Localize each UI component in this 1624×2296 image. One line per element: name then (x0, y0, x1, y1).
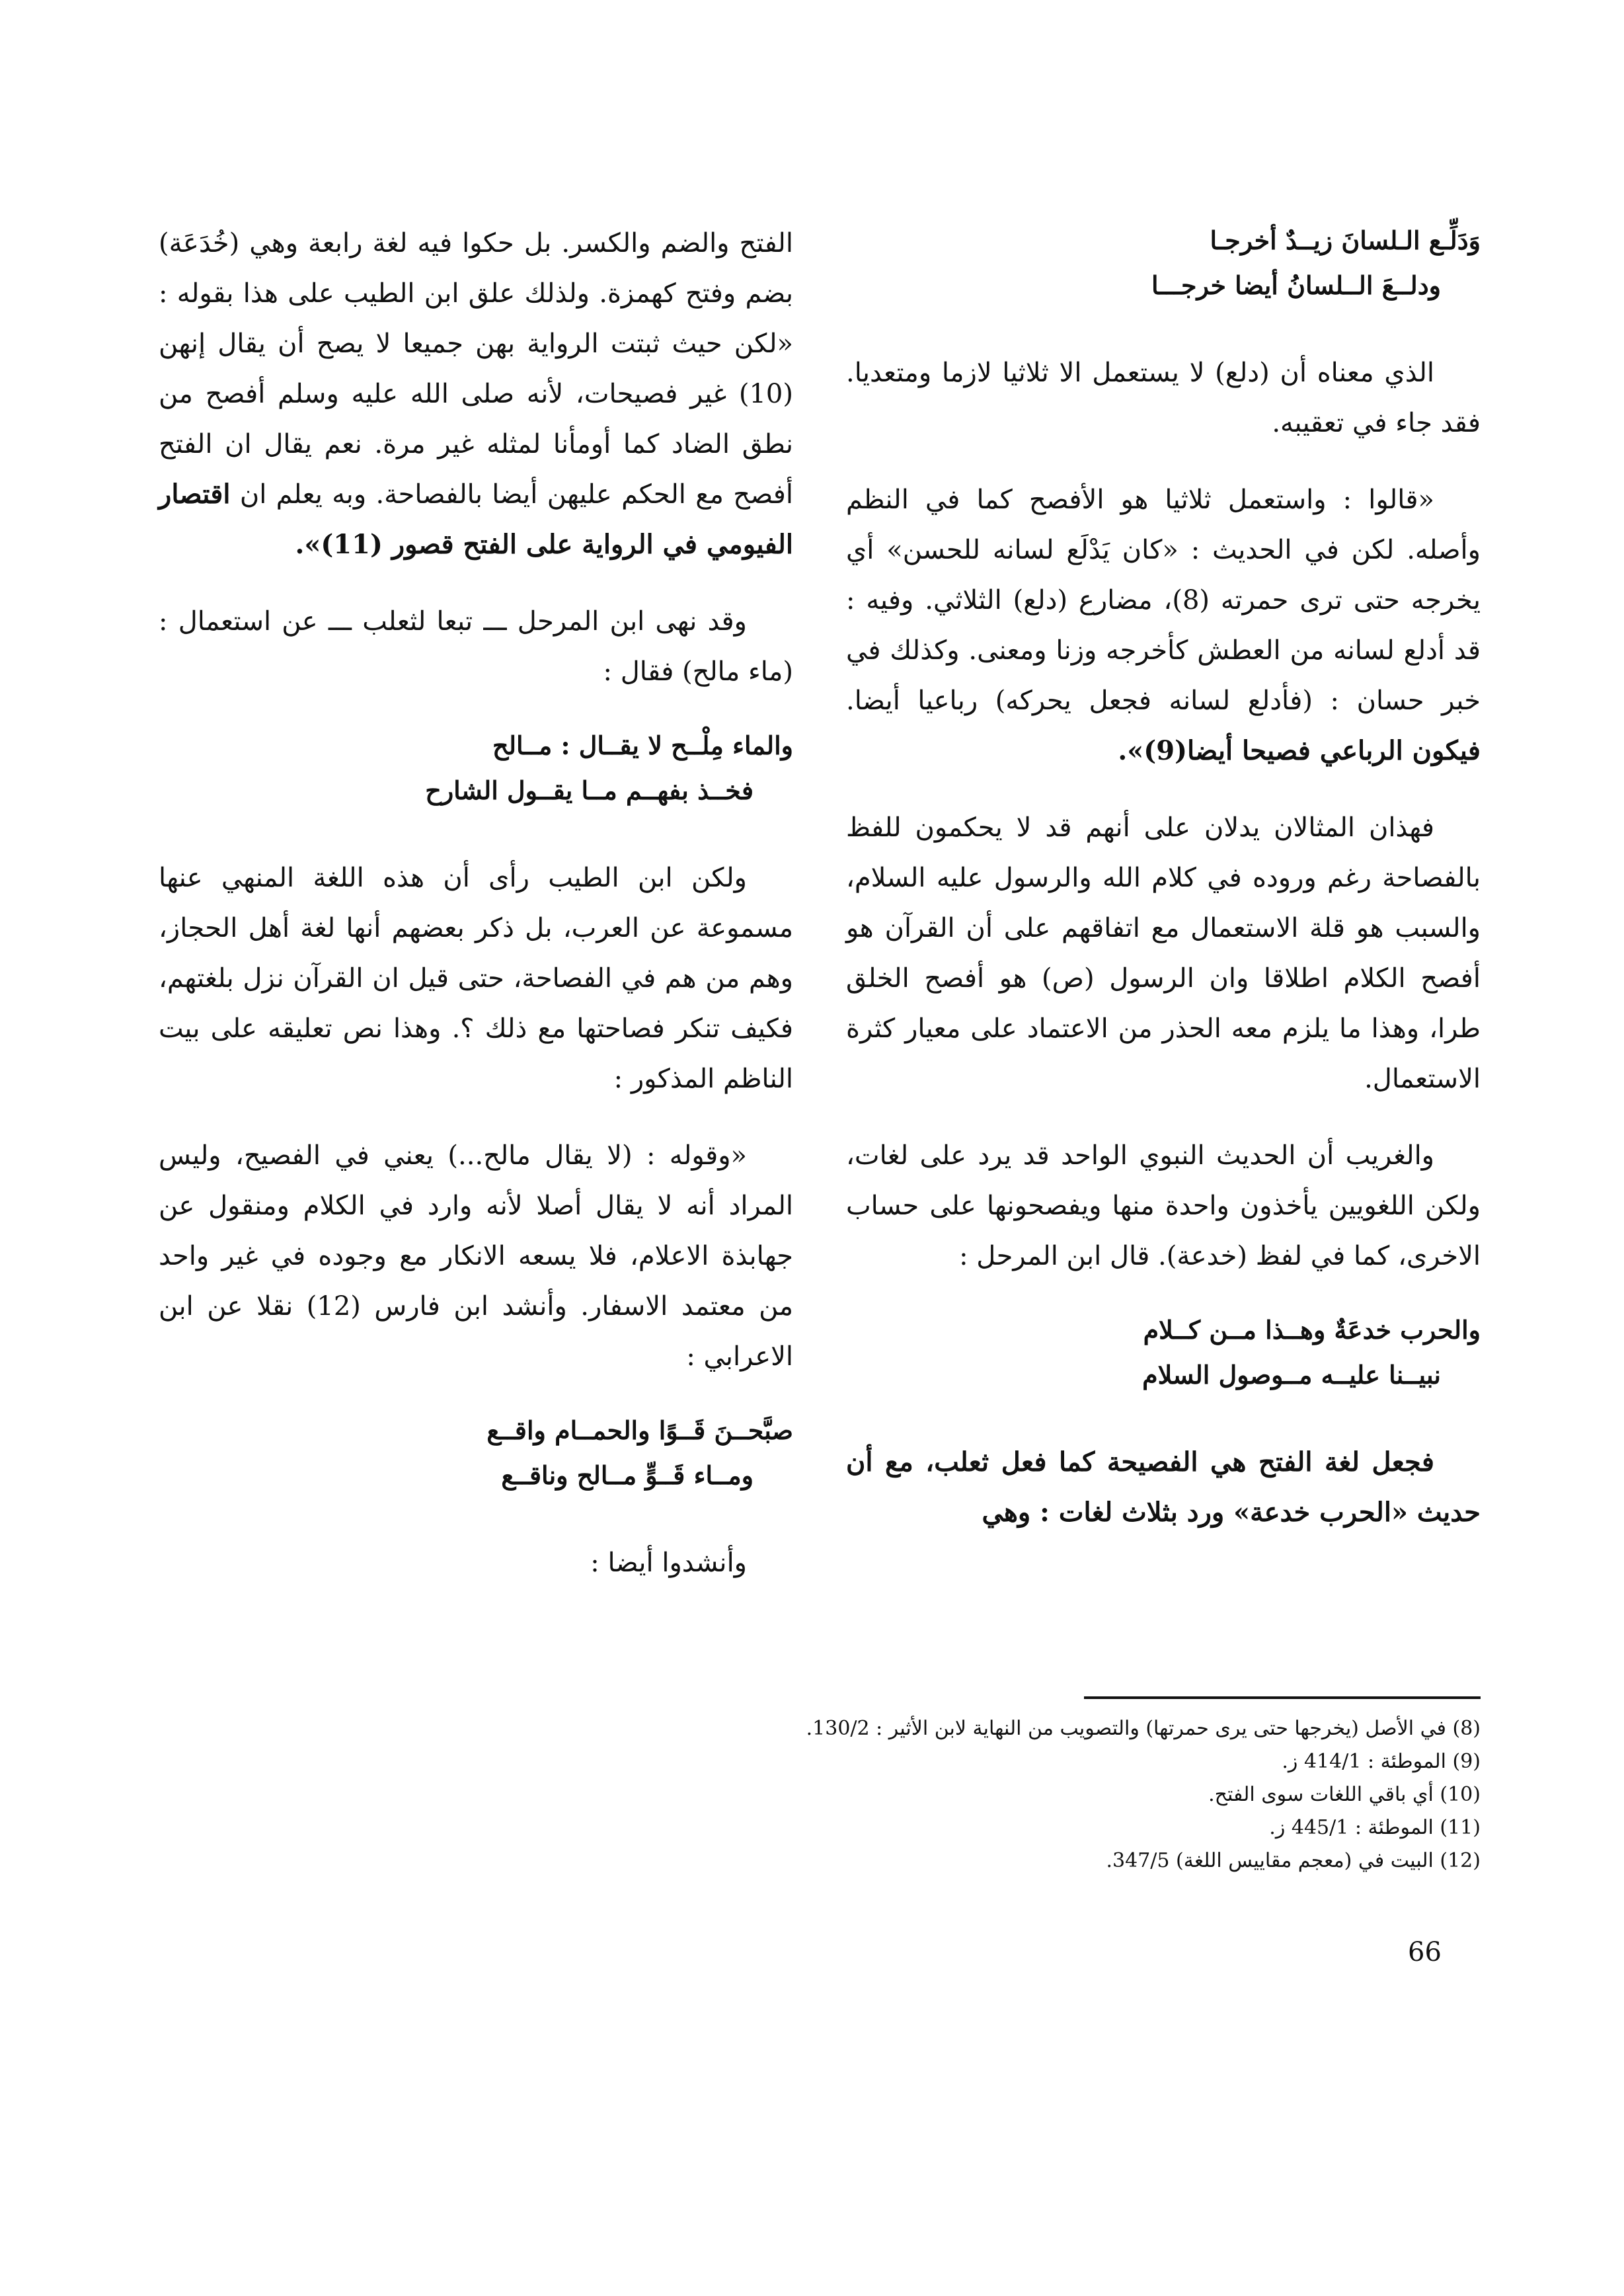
paragraph: الذي معناه أن (دلع) لا يستعمل الا ثلاثيا لازما ومتعديا. فقد جاء في تعقيبه. (846, 358, 1481, 438)
verse-line: نبيــنا عليــه مــوصول السلام (1142, 1360, 1441, 1390)
paragraph: والغريب أن الحديث النبوي الواحد قد يرد على لغات، ولكن اللغويين يأخذون واحدة منها ويفصحونها على حساب الاخرى، كما في لفظ (خدعة). قال ابن المرحل : (846, 1140, 1481, 1271)
paragraph-bold-text: فيكون الرباعي فصيحا أيضا(9)». (1118, 735, 1481, 766)
verse-malih (159, 723, 793, 813)
paragraph (159, 218, 793, 570)
paragraph: وأنشدوا أيضا : (590, 1548, 747, 1578)
footnote: (12) البيت في (معجم مقاييس اللغة) 347/5. (1106, 1849, 1481, 1872)
verse-line: وَدَلِّـع الـلسانَ زيــدٌ أخرجـا (1210, 225, 1481, 255)
paragraph: فجعل لغة الفتح هي الفصيحة كما فعل ثعلب، مع أن حديث «الحرب خدعة» ورد بثلاث لغات : وهي (846, 1446, 1481, 1528)
footnote: (10) أي باقي اللغات سوى الفتح. (1208, 1783, 1481, 1806)
verse-line: ومــاء قَــوٍّ مــالح وناقــع (501, 1460, 754, 1490)
verse-line: فخــذ بفهــم مــا يقــول الشارح (425, 775, 754, 805)
footnote: (9) الموطئة : 414/1 ز. (1282, 1750, 1481, 1773)
paragraph: ولكن ابن الطيب رأى أن هذه اللغة المنهي عنها مسموعة عن العرب، بل ذكر بعضهم أنها لغة أهل الحجاز، وهم من هم في الفصاحة، حتى قيل ان القرآن نزل بلغتهم، فكيف تنكر فصاحتها مع ذلك ؟. وهذا نص تعليقه على بيت الناظم المذكور : (159, 863, 793, 1094)
footnote: (8) في الأصل (يخرجها حتى يرى حمرتها) والتصويب من النهاية لابن الأثير : 130/2. (806, 1717, 1481, 1740)
footnote-divider (1084, 1696, 1481, 1699)
left-column (159, 218, 793, 1614)
paragraph: فهذان المثالان يدلان على أنهم قد لا يحكمون للفظ بالفصاحة رغم وروده في كلام الله والرسول عليه السلام، والسبب هو قلة الاستعمال مع اتفاقهم على أن القرآن هو أفصح الكلام اطلاقا وان الرسول (ص) هو أفصح الخلق طرا، وهذا ما يلزم معه الحذر من الاعتماد على معيار كثرة الاستعمال. (846, 812, 1481, 1094)
paragraph-text: «قالوا : واستعمل ثلاثيا هو الأفصح كما في النظم وأصله. لكن في الحديث : «كان يَدْلَع لسانه للحسن» أي يخرجه حتى ترى حمرته (8)، مضارع (دلع) الثلاثي. وفيه : قد أدلع لسانه من العطش كأخرجه وزنا ومعنى. وكذلك في خبر حسان : (فأدلع لسانه فجعل يحركه) رباعيا أيضا. (846, 485, 1481, 716)
page-number: 66 (1408, 1937, 1442, 1967)
footnotes (661, 1712, 1481, 1878)
paragraph: وقد نهى ابن المرحل ـــ تبعا لثعلب ـــ عن استعمال : (ماء مالح) فقال : (159, 606, 793, 687)
verse-line: ودلــعَ الــلسانُ أيضا خرجـــا (1151, 270, 1441, 300)
paragraph (846, 475, 1481, 776)
paragraph-bold-text: اقتصار الفيومي في الرواية على الفتح قصور (11)». (159, 479, 793, 560)
verse-line: صبَّحــنَ قَــوًا والحمــام واقــع (486, 1415, 793, 1445)
verse-dala (846, 218, 1481, 308)
paragraph: «وقوله : (لا يقال مالح...) يعني في الفصيح، وليس المراد أنه لا يقال أصلا لأنه وارد في الكلام ومنقول عن جهابذة الاعلام، فلا يسعه الانكار مع وجوده في غير واحد من معتمد الاسفار. وأنشد ابن فارس (12) نقلا عن ابن الاعرابي : (159, 1140, 793, 1372)
verse-line: والماء مِلْــح لا يقــال : مــالح (492, 731, 793, 760)
verse-line: والحرب خدعَةٌ وهــذا مــن كــلام (1143, 1315, 1481, 1345)
footnote: (11) الموطئة : 445/1 ز. (1269, 1816, 1481, 1839)
verse-qaw (159, 1408, 793, 1498)
verse-khudah (846, 1308, 1481, 1398)
right-column (846, 218, 1481, 1564)
paragraph-text: الفتح والضم والكسر. بل حكوا فيه لغة رابعة وهي (خُدَعَة) بضم وفتح كهمزة. ولذلك علق ابن الطيب على هذا بقوله : «لكن حيث ثبتت الرواية بهن جميعا لا يصح أن يقال إنهن (10) غير فصيحات، لأنه صلى الله عليه وسلم أفصح من نطق الضاد كما أومأنا لمثله غير مرة. نعم يقال ان الفتح أفصح مع الحكم عليهن أيضا بالفصاحة. وبه يعلم ان (159, 228, 794, 510)
